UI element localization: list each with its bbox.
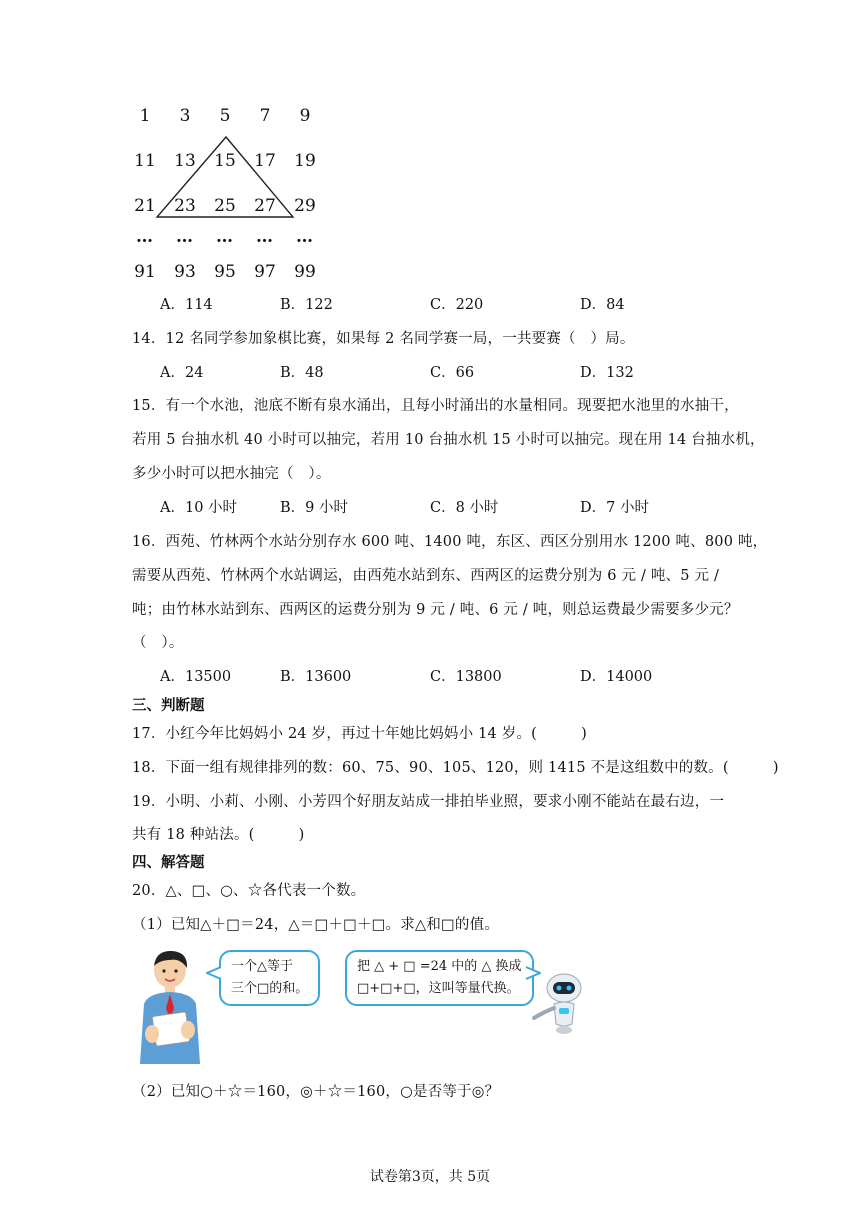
q15-line3: 多少小时可以把水抽完（ ）。: [132, 466, 331, 482]
q17-text: 17．小红今年比妈妈小 24 岁，再过十年她比妈妈小 14 岁。( ): [132, 726, 588, 742]
q15-option-c[interactable]: C．8 小时: [430, 500, 499, 516]
grid-number: 99: [294, 262, 316, 282]
grid-number: 19: [294, 151, 316, 171]
speech-bubble-boy: [219, 950, 320, 1006]
q13-option-d[interactable]: D．84: [580, 297, 625, 313]
q16-line4: （ ）。: [132, 635, 184, 651]
q15-option-d[interactable]: D．7 小时: [580, 500, 649, 516]
q15-option-a[interactable]: A．10 小时: [160, 500, 238, 516]
q16-line1: 16．西苑、竹林两个水站分别存水 600 吨、1400 吨，东区、西区分别用水 1200 吨、800 吨，: [132, 534, 768, 550]
grid-number: 17: [254, 151, 276, 171]
section-heading-judgment: 三、判断题: [132, 697, 205, 714]
grid-number: 13: [174, 151, 196, 171]
q20-part1: （1）已知△＋□＝24，△＝□＋□＋□。求△和□的值。: [132, 917, 500, 933]
q13-option-c[interactable]: C．220: [430, 297, 484, 313]
grid-number: 27: [254, 196, 276, 216]
q15-line2: 若用 5 台抽水机 40 小时可以抽完，若用 10 台抽水机 15 小时可以抽完。现在用 14 台抽水机，: [132, 432, 765, 448]
q20-part2: （2）已知○＋☆＝160，◎＋☆＝160，○是否等于◎？: [132, 1084, 500, 1100]
q16-option-b[interactable]: B．13600: [280, 669, 352, 685]
q14-option-d[interactable]: D．132: [580, 365, 634, 381]
section-heading-answer: 四、解答题: [132, 854, 205, 871]
grid-number: …: [176, 227, 194, 247]
q14-option-c[interactable]: C．66: [430, 365, 475, 381]
q15-line1: 15．有一个水池，池底不断有泉水涌出，且每小时涌出的水量相同。现要把水池里的水抽干，: [132, 398, 739, 414]
q16-option-a[interactable]: A．13500: [160, 669, 232, 685]
grid-number: 11: [134, 151, 156, 171]
grid-number: 25: [214, 196, 236, 216]
grid-number: 23: [174, 196, 196, 216]
bubble-boy-line2: 三个□的和。: [231, 981, 309, 996]
grid-number: 93: [174, 262, 196, 282]
grid-number: …: [216, 227, 234, 247]
speech-bubble-robot: [345, 950, 534, 1006]
q19-line1: 19．小明、小莉、小刚、小芳四个好朋友站成一排拍毕业照，要求小刚不能站在最右边，一: [132, 794, 725, 810]
grid-number: 21: [134, 196, 156, 216]
q14-text: 14．12 名同学参加象棋比赛，如果每 2 名同学赛一局，一共要赛（ ）局。: [132, 331, 635, 347]
q19-line2: 共有 18 种站法。( ): [132, 827, 305, 843]
q16-line3: 吨；由竹林水站到东、西两区的运费分别为 9 元 / 吨、6 元 / 吨，则总运费最少需要多少元？: [132, 602, 739, 618]
q18-text: 18．下面一组有规律排列的数：60、75、90、105、120，则 1415 不是这组数中的数。( ): [132, 760, 779, 776]
grid-number: 97: [254, 262, 276, 282]
bubble-robot-line2: □+□+□，这叫等量代换。: [357, 981, 520, 996]
grid-number: 3: [179, 106, 191, 126]
bubble-tail-icon: [206, 966, 222, 980]
q14-option-b[interactable]: B．48: [280, 365, 324, 381]
q15-option-b[interactable]: B．9 小时: [280, 500, 348, 516]
grid-number: 95: [214, 262, 236, 282]
bubble-robot-line1: 把 △ + □ =24 中的 △ 换成: [357, 959, 522, 974]
grid-number: 91: [134, 262, 156, 282]
q16-option-d[interactable]: D．14000: [580, 669, 653, 685]
robot-illustration: [528, 972, 590, 1036]
grid-number: …: [136, 227, 154, 247]
bubble-boy-line1: 一个△等于: [231, 959, 293, 974]
q13-option-b[interactable]: B．122: [280, 297, 333, 313]
grid-number: …: [296, 227, 314, 247]
boy-illustration: [130, 948, 210, 1064]
grid-number: …: [256, 227, 274, 247]
grid-number: 15: [214, 151, 236, 171]
grid-number: 7: [259, 106, 271, 126]
grid-number: 9: [299, 106, 311, 126]
grid-number: 1: [139, 106, 151, 126]
page-footer: 试卷第3页，共 5页: [369, 1169, 491, 1185]
q20-intro: 20．△、□、○、☆各代表一个数。: [132, 883, 366, 899]
q13-option-a[interactable]: A．114: [160, 297, 213, 313]
q16-line2: 需要从西苑、竹林两个水站调运，由西苑水站到东、西两区的运费分别为 6 元 / 吨、5 元 /: [132, 568, 720, 584]
grid-number: 29: [294, 196, 316, 216]
q16-option-c[interactable]: C．13800: [430, 669, 502, 685]
q14-option-a[interactable]: A．24: [160, 365, 204, 381]
grid-number: 5: [219, 106, 231, 126]
